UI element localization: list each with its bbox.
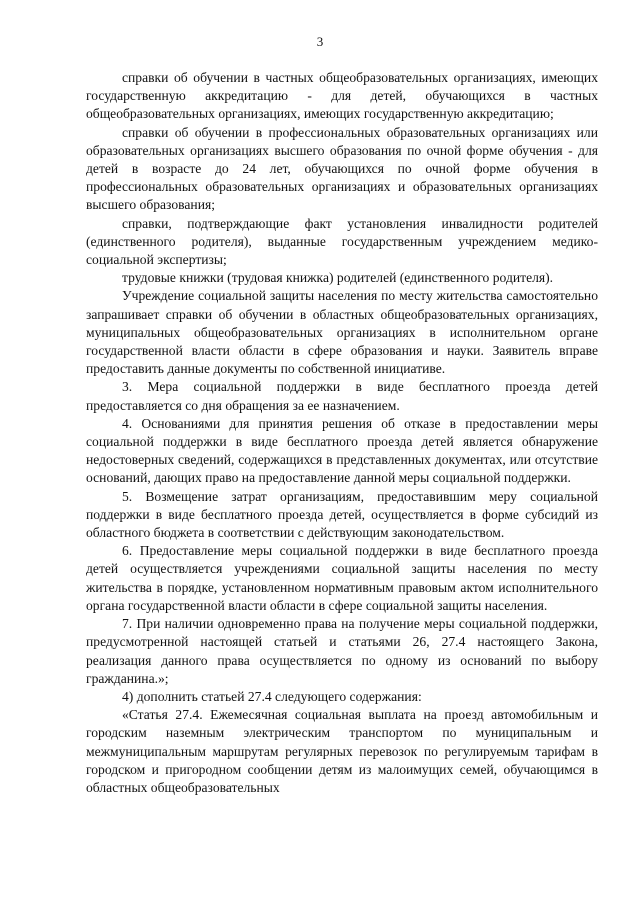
paragraph-employment-records: трудовые книжки (трудовая книжка) родителей (единственного родителя). bbox=[122, 270, 554, 286]
paragraph-item-5: 5. Возмещение затрат организациям, предоставившим меру социальной поддержки в виде бесплатного проезда детей, осуществляется в форме субсидий из областного бюджета в соответствии с действующим законодательством. bbox=[86, 488, 598, 541]
paragraph-item-4: 4. Основаниями для принятия решения об отказе в предоставлении меры социальной поддержки в виде бесплатного проезда детей является обнаружение недостоверных сведений, содержащихся в представленных документах, или отсутствие оснований, дающих право на предоставление данной меры социальной поддержки. bbox=[86, 415, 598, 486]
paragraph-disability-certificates: справки, подтверждающие факт установления инвалидности родителей (единственного родителя), выданные государственным учреждением медико-социальной экспертизы; bbox=[86, 215, 598, 268]
page-number: 3 bbox=[316, 34, 324, 49]
paragraph-item-6: 6. Предоставление меры социальной поддержки в виде бесплатного проезда детей осуществляется учреждениями социальной защиты населения по месту жительства в порядке, установленном нормативным правовым актом исполнительного органа государственной власти области в сфере социальной защиты населения. bbox=[86, 543, 598, 613]
paragraph-article-27-4: «Статья 27.4. Ежемесячная социальная выплата на проезд автомобильным и городским наземным электрическим транспортом по муниципальным и межмуниципальным маршрутам регулярных перевозок по регулируемым тарифам в городском и пригородном сообщении детям из малоимущих семей, обучающимся в областных общеобразовательных bbox=[86, 707, 598, 795]
document-body bbox=[86, 69, 598, 797]
paragraph-private-school-certificates: справки об обучении в частных общеобразовательных организациях, имеющих государственную аккредитацию - для детей, обучающихся в частных общеобразовательных организациях, имеющих государственную аккредитацию; bbox=[86, 70, 598, 122]
paragraph-social-protection-request: Учреждение социальной защиты населения по месту жительства самостоятельно запрашивает справки об обучении в областных общеобразовательных организациях, муниципальных общеобразовательных организациях в исполнительном органе государственной власти области в сфере образования и науки. Заявитель вправе предоставить данные документы по собственной инициативе. bbox=[86, 288, 598, 377]
paragraph-item-7: 7. При наличии одновременно права на получение меры социальной поддержки, предусмотренной настоящей статьей и статьями 26, 27.4 настоящего Закона, реализация данного права осуществляется по одному из оснований по выбору гражданина.»; bbox=[86, 616, 598, 686]
paragraph-item-3: 3. Мера социальной поддержки в виде бесплатного проезда детей предоставляется со дня обращения за ее назначением. bbox=[86, 379, 598, 413]
paragraph-professional-education-certificates: справки об обучении в профессиональных образовательных организациях или образовательных организациях высшего образования по очной форме обучения - для детей в возрасте до 24 лет, обучающихся по очной форме обучения в профессиональных образовательных организациях и образовательных организациях высшего образования; bbox=[86, 124, 598, 213]
paragraph-amendment-4: 4) дополнить статьей 27.4 следующего содержания: bbox=[122, 688, 422, 704]
